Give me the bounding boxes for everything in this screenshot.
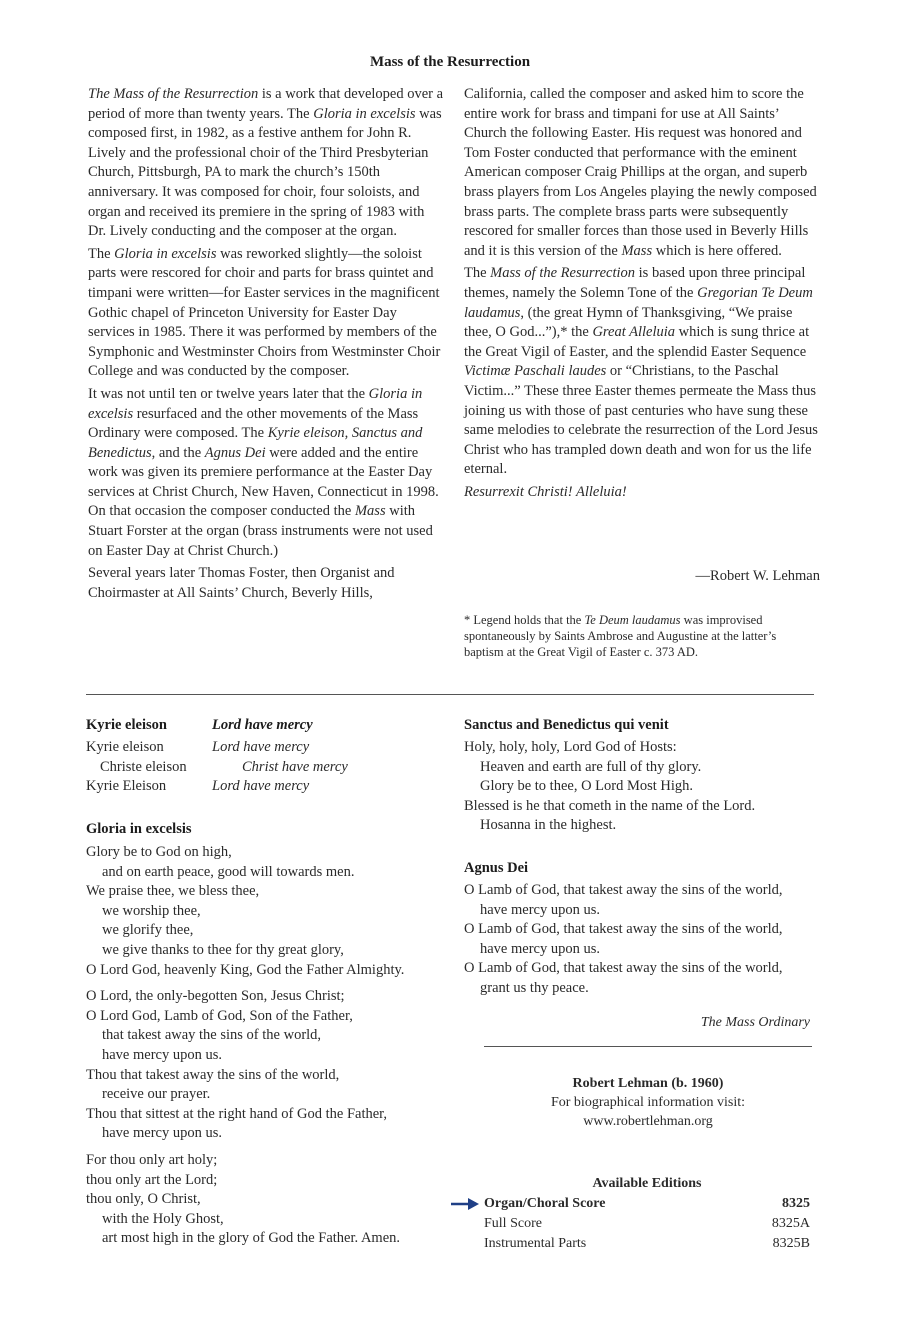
italic-run: Mass — [354, 503, 386, 520]
verse-line: Blessed is he that cometh in the name of the Lord. — [464, 797, 756, 814]
verse-line: O Lord God, Lamb of God, Son of the Father, — [86, 1007, 353, 1024]
verse-line: we glorify thee, — [102, 922, 194, 939]
text-run: was improvised spontaneously by Saints Ambrose and Augustine at the latter’s baptism at the Great Vigil of Easter c. 373 AD. — [464, 613, 777, 659]
text-run: which is here offered. — [652, 242, 782, 259]
composer-block — [484, 1074, 812, 1131]
italic-run: Te Deum laudamus — [584, 613, 681, 627]
stanza-gap — [86, 980, 446, 987]
kyrie-row — [86, 777, 446, 797]
italic-run: Mass of the Resurrection — [490, 265, 636, 282]
text-run: was reworked slightly—the soloist parts were rescored for choir and parts for brass quintet and timpani were written—for Easter services in the magnificent Gothic chapel of Princeton University for Easter Day services in 1985. There it was performed by members of the Symphonic and Westminster Choirs from Westminster Choir College and was conducted by the composer. — [88, 245, 441, 380]
italic-run: Mass — [621, 242, 653, 259]
essay-paragraph — [464, 264, 820, 480]
verse-line: Thou that sittest at the right hand of God the Father, — [86, 1105, 388, 1122]
verse-line: Glory be to God on high, — [86, 844, 232, 860]
sanctus-heading: Sanctus and Benedictus qui venit — [464, 717, 669, 733]
verse-line: grant us thy peace. — [480, 979, 589, 996]
text-run: with Stuart Forster at the organ (brass instruments were not used on Easter Day at Christ Church.) — [88, 503, 433, 559]
kyrie-section — [86, 717, 446, 797]
verse-line: we give thanks to thee for thy great glory, — [102, 941, 344, 958]
italic-run: The Mass of the Resurrection — [88, 86, 259, 102]
edition-row[interactable] — [484, 1194, 810, 1214]
verse-line: with the Holy Ghost, — [102, 1210, 224, 1227]
verse-line: have mercy upon us. — [102, 1046, 222, 1063]
italic-run: Gloria in excelsis — [88, 385, 423, 422]
edition-row[interactable] — [484, 1214, 810, 1234]
italic-run: Agnus Dei — [204, 444, 266, 461]
verse-line: art most high in the glory of God the Father. Amen. — [102, 1230, 401, 1247]
essay-paragraph — [88, 564, 444, 603]
verse-line: For thou only art holy; — [86, 1151, 218, 1168]
text-run: California, called the composer and asked him to score the entire work for brass and timpani for use at All Saints’ Church the following Easter. His request was honored and Tom Foster conducted that performance with the eminent American composer Craig Phillips at the organ, and superb brass players from Los Angeles playing the newly composed brass parts. The complete brass parts were subsequently rescored for smaller forces than those used in Beverly Hills and it is this version of the — [464, 86, 817, 259]
verse-line: Thou that takest away the sins of the world, — [86, 1066, 340, 1083]
text-run: is based upon three principal themes, namely the Solemn Tone of the — [464, 265, 806, 301]
italic-run: Gregorian Te Deum laudamus — [464, 284, 813, 321]
kyrie-heading-translation: Lord have mercy — [212, 717, 313, 733]
kyrie-english: Lord have mercy — [212, 778, 310, 795]
verse-line: Holy, holy, holy, Lord God of Hosts: — [464, 739, 677, 755]
verse-line: Glory be to thee, O Lord Most High. — [480, 778, 694, 795]
verse-line: receive our prayer. — [102, 1086, 211, 1103]
verse-line: thou only art the Lord; — [86, 1171, 218, 1188]
attribution-divider — [484, 1046, 812, 1047]
kyrie-row — [86, 758, 446, 778]
edition-name: Full Score — [484, 1216, 542, 1231]
essay-signature: —Robert W. Lehman — [695, 568, 820, 584]
text-run: resurfaced and the other movements of the Mass Ordinary were composed. The — [88, 405, 419, 442]
verse-line: We praise thee, we bless thee, — [86, 883, 260, 900]
text-run: which is sung thrice at the Great Vigil of Easter, and the splendid Easter Sequence — [464, 324, 810, 360]
gloria-section — [86, 821, 446, 1249]
kyrie-english: Christ have mercy — [242, 758, 348, 775]
verse-line: Heaven and earth are full of thy glory. — [480, 758, 702, 775]
stanza-gap — [86, 1144, 446, 1151]
kyrie-latin: Kyrie eleison — [86, 739, 164, 755]
verse-line: thou only, O Christ, — [86, 1191, 201, 1208]
verse-line: have mercy upon us. — [480, 901, 600, 918]
edition-code: 8325A — [771, 1216, 810, 1231]
italic-run: Kyrie eleison, Sanctus and Benedictus — [88, 425, 423, 461]
text-run: The — [88, 245, 115, 262]
text-run: , (the great Hymn of Thanksgiving, “We praise thee, O God...”),* the — [464, 304, 793, 341]
kyrie-latin: Christe eleison — [100, 758, 187, 775]
text-run: The — [464, 265, 491, 282]
verse-line: and on earth peace, good will towards men. — [102, 863, 355, 880]
verse-line: we worship thee, — [102, 902, 201, 919]
composer-info: For biographical information visit: — [550, 1095, 746, 1110]
text-run: were added and the entire work was given its premiere performance at the Easter Day services at Christ Church, New Haven, Connecticut in 1998. On that occasion the composer conducted the — [88, 444, 439, 520]
italic-run: Gloria in excelsis — [313, 105, 416, 122]
edition-row[interactable] — [484, 1234, 810, 1254]
gloria-heading: Gloria in excelsis — [86, 821, 192, 837]
essay-paragraph — [88, 85, 444, 242]
page-title: Mass of the Resurrection — [369, 54, 531, 70]
verse-line: O Lord God, heavenly King, God the Father Almighty. — [86, 961, 405, 978]
verse-line: O Lamb of God, that takest away the sins of the world, — [464, 960, 783, 977]
edition-name: Instrumental Parts — [484, 1236, 587, 1251]
kyrie-row — [86, 738, 446, 758]
verse-line: O Lamb of God, that takest away the sins of the world, — [464, 882, 783, 898]
text-run: or “Christians, to the Paschal Victim...” These three Easter themes permeate the Mass thus joining us with those of past centuries who have sung these same melodies to celebrate the resurrection of the Lord Jesus Christ who has trampled down death and won for us the life eternal. — [464, 363, 818, 478]
italic-run: Gloria in excelsis — [114, 245, 217, 262]
agnus-attribution: The Mass Ordinary — [700, 1015, 810, 1030]
edition-name: Organ/Choral Score — [484, 1196, 606, 1211]
essay-paragraph — [88, 245, 444, 382]
text-run: was composed first, in 1982, as a festive anthem for John R. Lively and the professional choir of the Third Presbyterian Church, Pittsburgh, PA to mark the church’s 150th anniversary. It was composed for choir, four soloists, and organ and received its premiere in the spring of 1983 with Dr. Lively conducting and the composer at the organ. — [88, 105, 442, 240]
editions-heading: Available Editions — [592, 1176, 702, 1191]
agnus-heading: Agnus Dei — [464, 860, 529, 876]
essay-left-column — [88, 85, 444, 603]
composer-website[interactable]: www.robertlehman.org — [583, 1114, 713, 1129]
italic-run: Great Alleluia — [592, 324, 676, 341]
section-divider — [86, 694, 814, 695]
essay-paragraph — [464, 483, 820, 503]
arrow-right-icon — [450, 1197, 480, 1211]
verse-line: that takest away the sins of the world, — [102, 1027, 322, 1044]
essay-paragraph — [88, 385, 444, 561]
composer-name: Robert Lehman (b. 1960) — [572, 1076, 724, 1091]
essay-paragraph — [464, 85, 820, 261]
footnote — [464, 612, 814, 660]
essay-right-column — [464, 85, 820, 502]
text-run: is a work that developed over a period of more than twenty years. The — [88, 86, 444, 122]
verse-line: have mercy upon us. — [102, 1125, 222, 1142]
verse-line: have mercy upon us. — [480, 940, 600, 957]
verse-line: O Lord, the only-begotten Son, Jesus Christ; — [86, 988, 345, 1005]
kyrie-latin: Kyrie Eleison — [86, 778, 167, 795]
text-run: Several years later Thomas Foster, then Organist and Choirmaster at All Saints’ Church, Beverly Hills, — [88, 565, 395, 601]
kyrie-english: Lord have mercy — [212, 739, 310, 755]
editions-block — [484, 1174, 810, 1254]
text-run: , and the — [151, 444, 205, 461]
text-run: * Legend holds that the — [464, 613, 585, 627]
sanctus-section — [464, 717, 824, 836]
verse-line: O Lamb of God, that takest away the sins of the world, — [464, 921, 783, 938]
text-run: It was not until ten or twelve years later that the — [88, 385, 369, 402]
verse-line: Hosanna in the highest. — [480, 817, 617, 834]
italic-run: Victimæ Paschali laudes — [464, 363, 607, 380]
kyrie-heading: Kyrie eleison — [86, 717, 167, 733]
edition-code: 8325 — [782, 1196, 810, 1211]
edition-code: 8325B — [772, 1236, 810, 1251]
italic-run: Resurrexit Christi! Alleluia! — [464, 483, 627, 500]
agnus-section — [464, 860, 824, 999]
